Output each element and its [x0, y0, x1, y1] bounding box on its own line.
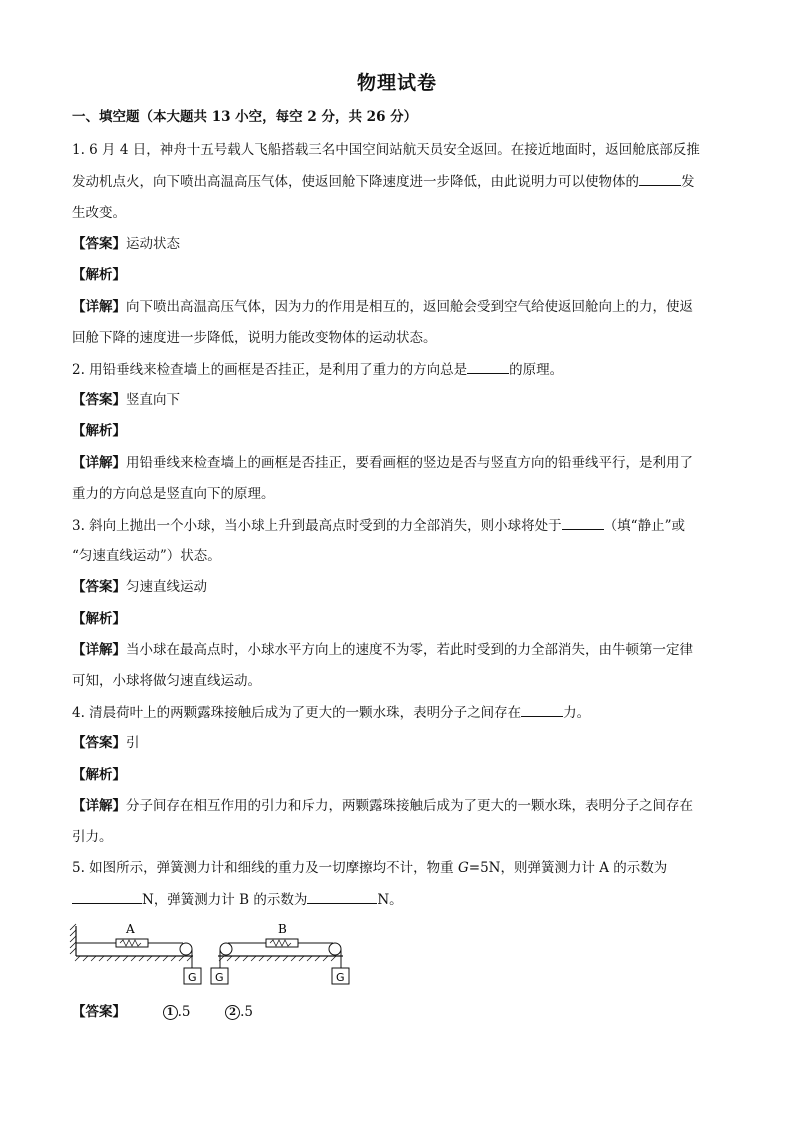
question-3-line-2: “匀速直线运动”）状态。 — [72, 548, 221, 564]
detail-row — [72, 640, 732, 660]
answer-label: 【答案】 — [72, 236, 126, 252]
weight-label: G — [188, 971, 197, 984]
answer-row — [72, 577, 732, 597]
detail-text: 当小球在最高点时，小球水平方向上的速度不为零，若此时受到的力全部消失，由牛顿第一定律 — [126, 642, 693, 658]
left-table — [75, 956, 193, 961]
question-5-text: 5. 如图所示，弹簧测力计和细线的重力及一切摩擦均不计，物重 — [72, 860, 458, 876]
question-3-line-1 — [72, 515, 732, 535]
answer-row — [72, 390, 732, 410]
weight-label: G — [336, 971, 345, 984]
detail-label: 【详解】 — [72, 299, 126, 315]
label-a: A — [126, 922, 135, 936]
answer-mark-2: 2 — [225, 1005, 240, 1020]
detail-label: 【详解】 — [72, 455, 126, 471]
detail-row-2: 重力的方向总是竖直向下的原理。 — [72, 486, 275, 502]
spring-scale-b — [228, 922, 333, 947]
answer-blank — [521, 702, 563, 717]
left-weight-box — [184, 968, 201, 984]
answer-value-2: .5 — [240, 1004, 253, 1020]
right-weight-box-left — [211, 968, 228, 984]
answer-text: 引 — [126, 735, 140, 751]
question-4-line-1 — [72, 702, 732, 722]
analysis-label — [72, 265, 732, 285]
detail-text: 向下喷出高温高压气体，因为力的作用是相互的，返回舱会受到空气给使返回舱向上的力，使返 — [126, 299, 693, 315]
question-5-text-mid: N，弹簧测力计 B 的示数为 — [142, 892, 308, 908]
answer-blank — [639, 171, 681, 186]
detail-row-2: 回舱下降的速度进一步降低，说明力能改变物体的运动状态。 — [72, 330, 437, 346]
answer-value-1: .5 — [177, 1004, 191, 1020]
detail-row — [72, 297, 732, 317]
answer-blank — [307, 889, 377, 904]
answer-row — [72, 733, 732, 753]
detail-row-2: 可知，小球将做匀速直线运动。 — [72, 673, 261, 689]
question-1-line-3: 生改变。 — [72, 205, 126, 221]
question-5-text-end: =5N，则弹簧测力计 A 的示数为 — [468, 860, 668, 876]
detail-row-2: 引力。 — [72, 829, 113, 845]
analysis-label — [72, 421, 732, 441]
detail-label: 【详解】 — [72, 798, 126, 814]
question-2-line-1 — [72, 359, 732, 379]
weight-label: G — [215, 971, 224, 984]
label-b: B — [278, 922, 287, 936]
left-wall — [70, 924, 76, 956]
question-2-text-end: 的原理。 — [509, 362, 564, 378]
analysis-label-text: 【解析】 — [72, 611, 126, 627]
answer-blank — [467, 359, 509, 374]
analysis-label — [72, 609, 732, 629]
answer-label: 【答案】 — [72, 579, 126, 595]
answer-text: 匀速直线运动 — [126, 579, 207, 595]
answer-text: 运动状态 — [126, 236, 180, 252]
page-title: 物理试卷 — [356, 72, 437, 94]
spring-scale-a — [76, 922, 183, 947]
answer-blank — [562, 515, 604, 530]
question-1-line-2 — [72, 171, 732, 191]
detail-text: 用铅垂线来检查墙上的画框是否挂正，要看画框的竖边是否与竖直方向的铅垂线平行，是利用了 — [126, 455, 693, 471]
right-weight-box-right — [332, 968, 349, 984]
detail-text: 分子间存在相互作用的引力和斥力，两颗露珠接触后成为了更大的一颗水珠，表明分子之间存在 — [126, 798, 693, 814]
analysis-label — [72, 765, 732, 785]
question-4-text: 4. 清晨荷叶上的两颗露珠接触后成为了更大的一颗水珠，表明分子之间存在 — [72, 705, 522, 721]
answer-label: 【答案】 — [72, 392, 126, 408]
analysis-label-text: 【解析】 — [72, 767, 126, 783]
detail-label: 【详解】 — [72, 642, 126, 658]
answer-label: 【答案】 — [72, 1004, 126, 1020]
answer-label: 【答案】 — [72, 735, 126, 751]
question-5-text-end2: N。 — [377, 892, 403, 908]
detail-row — [72, 796, 732, 816]
answer-blank — [72, 889, 142, 904]
question-1-text: 发动机点火，向下喷出高温高压气体，使返回舱下降速度进一步降低，由此说明力可以使物体的 — [72, 174, 639, 190]
section-heading: 一、填空题（本大题共 13 小空，每空 2 分，共 26 分） — [72, 109, 418, 125]
analysis-label-text: 【解析】 — [72, 423, 126, 439]
spring-scale-diagram — [68, 918, 368, 990]
right-table — [218, 956, 343, 961]
answer-row — [72, 1002, 732, 1022]
question-4-text-end: 力。 — [563, 705, 591, 721]
detail-row — [72, 453, 732, 473]
analysis-label-text: 【解析】 — [72, 267, 126, 283]
question-3-text-end: （填“静止”或 — [603, 518, 685, 534]
question-5-line-2 — [72, 889, 732, 909]
answer-text: 竖直向下 — [126, 392, 180, 408]
question-1-text-end: 发 — [681, 174, 695, 190]
question-2-text: 2. 用铅垂线来检查墙上的画框是否挂正，是利用了重力的方向总是 — [72, 362, 468, 378]
answer-mark-1: 1 — [163, 1005, 178, 1020]
question-5-line-1 — [72, 858, 732, 878]
question-1-line-1: 1. 6 月 4 日，神舟十五号载人飞船搭载三名中国空间站航天员安全返回。在接近地面时，返回舱底部反推 — [72, 142, 700, 158]
question-3-text: 3. 斜向上抛出一个小球，当小球上升到最高点时受到的力全部消失，则小球将处于 — [72, 518, 562, 534]
answer-row — [72, 234, 732, 254]
weight-variable: G — [457, 860, 469, 876]
